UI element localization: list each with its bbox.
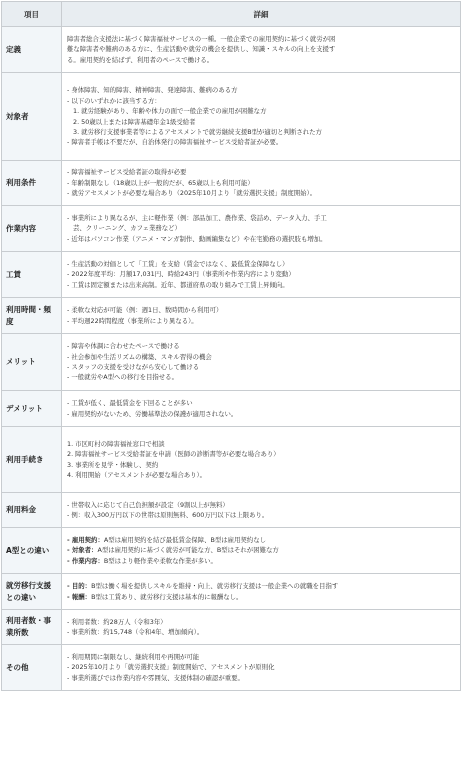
row-label: メリット	[2, 334, 62, 391]
content-line: - 障害福祉サービス受給者証の取得が必要	[67, 168, 187, 177]
content-line: - 利用期間に制限なし、継続利用や再開が可能	[67, 652, 200, 661]
content-line: - 2025年10月より「就労選択支援」制度開始で、アセスメントが原則化	[67, 663, 275, 672]
content-key: - 雇用契約：	[67, 535, 104, 544]
table-row	[2, 27, 461, 73]
content-line	[67, 581, 455, 591]
content-line: - 事業所数：約15,748（令和4年、増加傾向）。	[67, 628, 204, 636]
content-line: 3. 事業所を見学・体験し、契約	[67, 460, 159, 469]
table-row	[2, 493, 461, 528]
content-line	[67, 592, 455, 602]
row-content	[62, 610, 461, 645]
row-label: 利用料金	[2, 493, 62, 528]
content-text: B型は工賃あり、就労移行支援は基本的に報酬なし。	[91, 592, 243, 601]
content-line: - 障害者手帳は不要だが、自治体発行の障害福祉サービス受給者証が必要。	[67, 138, 283, 147]
info-table	[1, 1, 461, 691]
content-line: - 障害や体調に合わせたペースで働ける	[67, 342, 180, 351]
row-content	[62, 528, 461, 574]
content-line: 芸、クリーニング、カフェ業務など）	[73, 224, 181, 233]
table-row	[2, 391, 461, 427]
row-content	[62, 252, 461, 298]
content-line: - 年齢制限なし（18歳以上が一般的だが、65歳以上も利用可能）	[67, 178, 254, 187]
row-label: 利用条件	[2, 161, 62, 206]
content-line: - 雇用契約がないため、労働基準法の保護が適用されない。	[67, 409, 238, 418]
content-line: - 柔軟な対応が可能（例：週1日、数時間から利用可）	[67, 306, 223, 315]
row-content	[62, 427, 461, 493]
content-line: る。雇用契約を結ばず、利用者のペースで働ける。	[67, 55, 214, 64]
content-line: - 利用者数：約28万人（令和3年）	[67, 617, 167, 626]
content-line	[67, 556, 455, 566]
content-line: - 例：収入300万円以下の世帯は原則無料、600万円以下は上限あり。	[67, 511, 269, 519]
row-content	[62, 645, 461, 691]
row-label: 工賃	[2, 252, 62, 298]
content-line: - 事業所により異なるが、主に軽作業（例：部品加工、農作業、袋詰め、データ入力、手工	[67, 213, 327, 222]
row-label: 就労移行支援との違い	[2, 574, 62, 610]
content-line: 4. 利用開始（アセスメントが必要な場合あり）。	[67, 470, 207, 479]
content-line	[67, 545, 455, 555]
row-content	[62, 574, 461, 610]
row-label: 定義	[2, 27, 62, 73]
content-line: 1. 就労経験があり、年齢や体力の面で一般企業での雇用が困難な方	[73, 107, 267, 116]
content-key: - 対象者：	[67, 546, 98, 555]
content-line: - 工賃が低く、最低賃金を下回ることが多い	[67, 399, 193, 408]
content-line: 障害者総合支援法に基づく障害福祉サービスの一種。一般企業での雇用契約に基づく就労が困	[67, 34, 336, 43]
content-key: - 作業内容：	[67, 556, 104, 565]
row-content	[62, 391, 461, 427]
table-row	[2, 252, 461, 298]
content-line: - 一般就労やA型への移行を目指せる。	[67, 373, 178, 382]
content-line: - 近年はパソコン作業（アニメ・マンガ制作、動画編集など）や在宅勤務の選択肢も増加。	[67, 234, 327, 243]
header-item: 項目	[2, 2, 62, 27]
row-label: デメリット	[2, 391, 62, 427]
table-row	[2, 528, 461, 574]
row-label: 作業内容	[2, 206, 62, 252]
content-line	[67, 535, 455, 545]
content-line: - 生産活動の対価として「工賃」を支給（賃金ではなく、最低賃金保障なし）	[67, 259, 289, 268]
content-line: 2. 障害福祉サービス受給者証を申請（医師の診断書等が必要な場合あり）	[67, 450, 280, 459]
content-line: - 以下のいずれかに該当する方：	[67, 96, 161, 105]
content-text: B型は働く場を提供しスキルを維持・向上、就労移行支援は一般企業への就職を目指す	[91, 582, 339, 591]
row-label: 利用手続き	[2, 427, 62, 493]
row-label: 利用者数・事業所数	[2, 610, 62, 645]
content-line: - 事業所選びでは作業内容や雰囲気、支援体制の確認が重要。	[67, 673, 244, 682]
row-label: 対象者	[2, 73, 62, 161]
content-line: - 就労アセスメントが必要な場合あり（2025年10月より「就労選択支援」制度開始）。	[67, 189, 317, 198]
table-row	[2, 298, 461, 334]
table-row	[2, 73, 461, 161]
table-row	[2, 574, 461, 610]
table-header-row	[2, 2, 461, 27]
row-label: 利用時間・頻度	[2, 298, 62, 334]
row-content	[62, 206, 461, 252]
content-key: - 報酬：	[67, 592, 92, 601]
content-key: - 目的：	[67, 582, 92, 591]
row-content	[62, 27, 461, 73]
content-text: A型は雇用契約に基づく就労が可能な方、B型はそれが困難な方	[97, 546, 279, 555]
row-content	[62, 73, 461, 161]
content-line: 難な障害者や難病のある方に、生産活動や就労の機会を提供し、知識・スキルの向上を支援す	[67, 45, 336, 54]
content-line: 2. 50歳以上または障害基礎年金1級受給者	[73, 117, 196, 126]
content-line: 1. 市区町村の障害福祉窓口で相談	[67, 439, 165, 448]
content-line: - 社会参加や生活リズムの構築、スキル習得の機会	[67, 352, 212, 361]
content-line: - 平均週22時間程度（事業所により異なる）。	[67, 316, 198, 325]
content-text: B型はより軽作業や柔軟な作業が多い。	[103, 556, 217, 565]
content-line: - スタッフの支援を受けながら安心して働ける	[67, 363, 200, 371]
row-label: A型との違い	[2, 528, 62, 574]
content-line: - 身体障害、知的障害、精神障害、発達障害、難病のある方	[67, 86, 238, 95]
content-line: - 工賃は固定額または出来高制。近年、都道府県の取り組みで工賃上昇傾向。	[67, 280, 289, 289]
row-content	[62, 334, 461, 391]
table-row	[2, 645, 461, 691]
content-line: - 2022年度平均：月額17,031円、時給243円（事業所や作業内容により変動）	[67, 270, 295, 279]
table-row	[2, 206, 461, 252]
header-detail: 詳細	[62, 2, 461, 27]
table-row	[2, 610, 461, 645]
content-text: A型は雇用契約を結び最低賃金保障、B型は雇用契約なし	[103, 535, 266, 544]
table-row	[2, 161, 461, 206]
table-row	[2, 427, 461, 493]
content-line: 3. 就労移行支援事業者等によるアセスメントで就労継続支援B型が適切と判断された方	[73, 127, 322, 136]
row-content	[62, 298, 461, 334]
row-label: その他	[2, 645, 62, 691]
content-line: - 世帯収入に応じて自己負担額が設定（9割以上が無料）	[67, 500, 229, 509]
table-row	[2, 334, 461, 391]
row-content	[62, 161, 461, 206]
row-content	[62, 493, 461, 528]
